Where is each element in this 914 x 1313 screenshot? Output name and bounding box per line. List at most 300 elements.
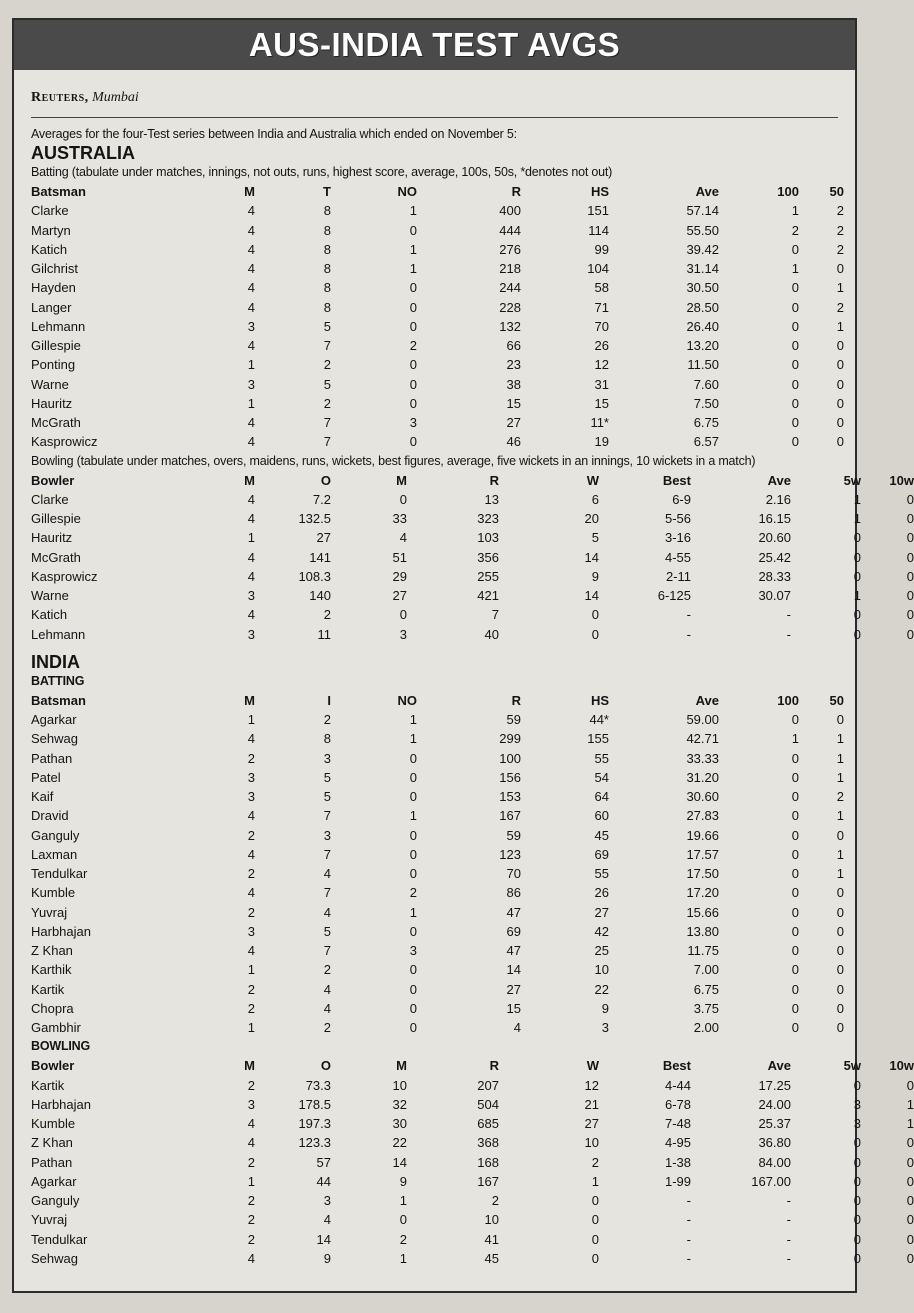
aus-batting-stat-cell: 0 — [836, 338, 844, 353]
ind-bowling-stat-cell: 10 — [584, 1135, 599, 1151]
aus-batting-header-cell: 50 — [829, 184, 844, 199]
aus-bowling-stat-cell: 4 — [247, 607, 255, 623]
australia-heading: AUSTRALIA — [31, 143, 135, 163]
ind-bowling-header-cell: 5w — [843, 1058, 861, 1074]
aus-bowling-player-name: McGrath — [31, 549, 81, 565]
aus-batting-stat-cell: 8 — [323, 280, 331, 296]
ind-batting-stat-cell: 1 — [247, 962, 255, 978]
ind-bowling-player-name: Tendulkar — [31, 1231, 88, 1247]
ind-batting-stat-cell: 0 — [409, 769, 417, 785]
ind-batting-player-name: Z Khan — [31, 943, 73, 958]
aus-batting-stat-cell: 4 — [247, 299, 255, 315]
aus-bowling-stat-cell: 255 — [477, 568, 499, 584]
ind-bowling-stat-cell: 0 — [591, 1193, 599, 1208]
ind-bowling-stat-cell: 197.3 — [298, 1116, 331, 1131]
aus-bowling-stat-cell: 0 — [906, 568, 914, 584]
ind-batting-player-name: Laxman — [31, 846, 78, 862]
ind-batting-stat-cell: 2 — [409, 885, 417, 901]
ind-bowling-stat-cell: 1 — [399, 1193, 407, 1208]
aus-bowling-stat-cell: - — [686, 607, 691, 623]
aus-bowling-row — [31, 548, 914, 567]
aus-batting-stat-cell: 3 — [247, 318, 255, 334]
ind-batting-stat-cell: 2 — [247, 904, 255, 920]
aus-batting-stat-cell: 0 — [836, 434, 844, 450]
aus-bowling-stat-cell: 1 — [853, 491, 861, 507]
aus-bowling-stat-cell: 0 — [906, 607, 914, 623]
india-bowling-table — [31, 1056, 914, 1268]
ind-batting-stat-cell: 44* — [589, 712, 609, 727]
ind-batting-player-name: Tendulkar — [31, 866, 88, 881]
aus-batting-player-name: Martyn — [31, 222, 71, 238]
aus-bowling-stat-cell: 0 — [906, 530, 914, 546]
aus-bowling-player-name: Hauritz — [31, 530, 73, 546]
ind-batting-player-name: Harbhajan — [31, 923, 91, 939]
ind-bowling-stat-cell: 3 — [853, 1116, 861, 1131]
ind-batting-player-name: Karthik — [31, 962, 72, 978]
ind-bowling-stat-cell: 10 — [484, 1212, 499, 1228]
aus-batting-stat-cell: 0 — [836, 357, 844, 373]
ind-bowling-stat-cell: 27 — [584, 1116, 599, 1131]
aus-batting-stat-cell: 19 — [594, 434, 609, 450]
ind-bowling-row — [31, 1076, 914, 1095]
ind-bowling-stat-cell: 12 — [584, 1077, 599, 1093]
aus-batting-row — [31, 432, 844, 451]
aus-batting-stat-cell: 2 — [836, 203, 844, 219]
aus-bowling-row — [31, 625, 914, 644]
ind-batting-stat-cell: 2 — [247, 981, 255, 997]
aus-batting-stat-cell: 7 — [323, 434, 331, 450]
aus-bowling-player-name: Katich — [31, 607, 68, 623]
ind-batting-row — [31, 787, 844, 806]
ind-bowling-stat-cell: 3 — [247, 1096, 255, 1112]
aus-batting-player-name: McGrath — [31, 415, 81, 430]
ind-batting-row — [31, 999, 844, 1018]
ind-bowling-stat-cell: 0 — [906, 1250, 914, 1266]
ind-bowling-header-cell: O — [320, 1058, 331, 1074]
ind-bowling-stat-cell: 30 — [392, 1116, 407, 1131]
ind-bowling-stat-cell: 368 — [477, 1135, 499, 1151]
aus-bowling-stat-cell: 0 — [906, 511, 914, 526]
ind-bowling-stat-cell: 0 — [853, 1250, 861, 1266]
aus-batting-stat-cell: 1 — [409, 203, 417, 219]
ind-batting-stat-cell: 299 — [499, 731, 521, 747]
ind-batting-stat-cell: 70 — [506, 866, 521, 881]
ind-batting-stat-cell: 42.71 — [686, 731, 719, 747]
aus-batting-stat-cell: 27 — [506, 415, 521, 430]
ind-bowling-header-cell: Best — [662, 1058, 691, 1074]
aus-bowling-stat-cell: 0 — [906, 491, 914, 507]
aus-batting-row — [31, 298, 844, 317]
ind-batting-stat-cell: 3 — [409, 943, 417, 958]
ind-bowling-stat-cell: 0 — [853, 1154, 861, 1170]
ind-bowling-stat-cell: 14 — [316, 1231, 331, 1247]
ind-bowling-stat-cell: 2 — [399, 1231, 407, 1247]
ind-batting-player-name: Pathan — [31, 750, 73, 766]
ind-batting-stat-cell: 0 — [791, 750, 799, 766]
aus-batting-stat-cell: 0 — [409, 280, 417, 296]
ind-bowling-player-name: Yuvraj — [31, 1212, 68, 1228]
ind-batting-stat-cell: 0 — [836, 1020, 844, 1035]
ind-batting-stat-cell: 2 — [836, 789, 844, 804]
ind-bowling-stat-cell: 167.00 — [751, 1173, 791, 1189]
ind-bowling-stat-cell: - — [786, 1193, 791, 1208]
ind-batting-stat-cell: 22 — [594, 981, 609, 997]
aus-bowling-stat-cell: 11 — [317, 626, 331, 642]
ind-batting-player-name: Sehwag — [31, 731, 78, 747]
aus-bowling-stat-cell: 6-125 — [657, 588, 691, 603]
ind-bowling-stat-cell: 1 — [399, 1250, 407, 1266]
aus-batting-stat-cell: 6.57 — [693, 434, 719, 450]
ind-bowling-row — [31, 1191, 914, 1210]
ind-bowling-stat-cell: 6-78 — [664, 1096, 691, 1112]
aus-batting-stat-cell: 104 — [587, 261, 609, 276]
aus-bowling-stat-cell: 6 — [591, 491, 599, 507]
intro-text: Averages for the four-Test series between India and Australia which ended on November 5: — [31, 127, 517, 141]
ind-bowling-stat-cell: 3 — [853, 1096, 861, 1112]
ind-batting-stat-cell: 0 — [791, 885, 799, 901]
ind-batting-stat-cell: 3 — [247, 923, 255, 939]
aus-batting-stat-cell: 0 — [791, 415, 799, 430]
aus-bowling-stat-cell: 103 — [477, 530, 499, 546]
ind-bowling-stat-cell: 4-95 — [664, 1135, 691, 1151]
aus-batting-stat-cell: 218 — [499, 261, 521, 276]
aus-bowling-stat-cell: 14 — [584, 549, 599, 565]
ind-batting-stat-cell: 1 — [836, 846, 844, 862]
ind-bowling-stat-cell: 22 — [392, 1135, 407, 1151]
aus-bowling-stat-cell: 140 — [309, 588, 331, 603]
aus-batting-stat-cell: 132 — [499, 318, 521, 334]
aus-bowling-stat-cell: 33 — [392, 511, 407, 526]
ind-bowling-player-name: Harbhajan — [31, 1096, 91, 1112]
ind-batting-stat-cell: 7 — [323, 846, 331, 862]
aus-batting-stat-cell: 0 — [791, 376, 799, 392]
aus-batting-stat-cell: 4 — [247, 434, 255, 450]
aus-bowling-row — [31, 586, 914, 605]
ind-batting-player-name: Kumble — [31, 885, 76, 901]
ind-batting-row — [31, 941, 844, 960]
aus-bowling-stat-cell: 0 — [591, 626, 599, 642]
aus-bowling-stat-cell: 9 — [591, 568, 599, 584]
ind-batting-stat-cell: 45 — [594, 827, 609, 843]
aus-bowling-player-name: Gillespie — [31, 511, 81, 526]
ind-bowling-stat-cell: 4 — [247, 1116, 255, 1131]
aus-batting-stat-cell: 1 — [409, 261, 417, 276]
aus-batting-row — [31, 240, 844, 259]
ind-batting-stat-cell: 30.60 — [686, 789, 719, 804]
aus-bowling-stat-cell: 5 — [591, 530, 599, 546]
ind-bowling-stat-cell: 2 — [247, 1212, 255, 1228]
aus-batting-header-cell: Batsman — [31, 184, 86, 199]
ind-bowling-stat-cell: 73.3 — [305, 1077, 331, 1093]
ind-bowling-row — [31, 1133, 914, 1152]
ind-batting-stat-cell: 2 — [323, 962, 331, 978]
ind-batting-stat-cell: 33.33 — [686, 750, 719, 766]
aus-batting-stat-cell: 12 — [594, 357, 609, 373]
ind-batting-stat-cell: 26 — [594, 885, 609, 901]
ind-bowling-stat-cell: 44 — [316, 1173, 331, 1189]
aus-bowling-stat-cell: 27 — [392, 588, 407, 603]
aus-batting-stat-cell: 400 — [499, 203, 521, 219]
ind-batting-stat-cell: 1 — [836, 866, 844, 881]
aus-batting-stat-cell: 0 — [791, 318, 799, 334]
aus-batting-player-name: Hauritz — [31, 395, 73, 411]
ind-bowling-stat-cell: 0 — [853, 1135, 861, 1151]
ind-batting-stat-cell: 0 — [791, 846, 799, 862]
byline — [31, 90, 855, 109]
ind-batting-stat-cell: 1 — [409, 712, 417, 727]
aus-batting-stat-cell: 1 — [247, 357, 255, 373]
aus-bowling-stat-cell: - — [786, 626, 791, 642]
ind-batting-stat-cell: 4 — [323, 904, 331, 920]
ind-bowling-player-name: Kartik — [31, 1077, 65, 1093]
aus-batting-stat-cell: 58 — [594, 280, 609, 296]
aus-batting-stat-cell: 1 — [836, 280, 844, 296]
ind-batting-stat-cell: 15.66 — [686, 904, 719, 920]
ind-bowling-stat-cell: 207 — [477, 1077, 499, 1093]
ind-batting-stat-cell: 3 — [247, 789, 255, 804]
ind-bowling-stat-cell: 0 — [399, 1212, 407, 1228]
ind-batting-stat-cell: 3 — [601, 1020, 609, 1035]
ind-batting-player-name: Dravid — [31, 808, 69, 824]
ind-bowling-stat-cell: 685 — [477, 1116, 499, 1131]
aus-batting-player-name: Gilchrist — [31, 261, 78, 276]
ind-bowling-stat-cell: - — [786, 1250, 791, 1266]
ind-bowling-stat-cell: - — [786, 1231, 791, 1247]
aus-batting-stat-cell: 70 — [594, 318, 609, 334]
aus-batting-player-name: Ponting — [31, 357, 76, 373]
ind-batting-row — [31, 883, 844, 902]
aus-batting-stat-cell: 244 — [499, 280, 521, 296]
ind-batting-stat-cell: 0 — [409, 1000, 417, 1016]
ind-batting-stat-cell: 1 — [836, 808, 844, 824]
section-spacer — [31, 644, 838, 652]
aus-batting-player-name: Lehmann — [31, 318, 86, 334]
ind-batting-header-cell: 100 — [777, 692, 799, 708]
aus-batting-stat-cell: 4 — [247, 222, 255, 238]
aus-bowling-header-cell: O — [320, 472, 331, 488]
ind-batting-stat-cell: 2.00 — [693, 1020, 719, 1035]
ind-bowling-stat-cell: 17.25 — [758, 1077, 791, 1093]
aus-bowling-stat-cell: - — [786, 607, 791, 623]
ind-batting-row — [31, 806, 844, 825]
aus-bowling-stat-cell: 4 — [399, 530, 407, 546]
aus-bowling-stat-cell: 0 — [853, 626, 861, 642]
aus-batting-row — [31, 375, 844, 394]
australia-batting-table — [31, 182, 844, 452]
ind-batting-stat-cell: 4 — [247, 808, 255, 824]
aus-batting-stat-cell: 26 — [594, 338, 609, 353]
ind-bowling-stat-cell: 1 — [906, 1116, 914, 1131]
ind-batting-stat-cell: 17.20 — [686, 885, 719, 901]
ind-batting-stat-cell: 31.20 — [686, 769, 719, 785]
aus-batting-header-cell: HS — [590, 184, 609, 199]
ind-bowling-header-cell: W — [586, 1058, 599, 1074]
aus-batting-stat-cell: 4 — [247, 280, 255, 296]
ind-batting-stat-cell: 19.66 — [686, 827, 719, 843]
aus-batting-row — [31, 201, 844, 220]
ind-batting-stat-cell: 0 — [409, 962, 417, 978]
ind-batting-stat-cell: 1 — [247, 1020, 255, 1035]
aus-batting-stat-cell: 4 — [247, 241, 255, 257]
ind-bowling-stat-cell: 0 — [591, 1231, 599, 1247]
aus-bowling-stat-cell: 0 — [853, 549, 861, 565]
aus-bowling-stat-cell: 20 — [584, 511, 599, 526]
ind-batting-row — [31, 826, 844, 845]
aus-batting-row — [31, 278, 844, 297]
aus-batting-stat-cell: 23 — [506, 357, 521, 373]
ind-batting-stat-cell: 0 — [409, 846, 417, 862]
ind-batting-stat-cell: 59 — [506, 827, 521, 843]
ind-batting-stat-cell: 0 — [836, 943, 844, 958]
aus-bowling-stat-cell: 51 — [392, 549, 407, 565]
ind-batting-stat-cell: 3 — [323, 827, 331, 843]
aus-batting-stat-cell: 1 — [247, 395, 255, 411]
ind-bowling-header-cell: 10w — [889, 1058, 914, 1074]
aus-batting-row — [31, 336, 844, 355]
ind-batting-stat-cell: 7 — [323, 885, 331, 901]
aus-batting-stat-cell: 4 — [247, 415, 255, 430]
ind-batting-stat-cell: 0 — [409, 789, 417, 804]
ind-bowling-stat-cell: 0 — [906, 1212, 914, 1228]
ind-batting-row — [31, 749, 844, 768]
ind-batting-stat-cell: 27 — [506, 981, 521, 997]
ind-batting-stat-cell: 27 — [594, 904, 609, 920]
ind-batting-stat-cell: 1 — [791, 731, 799, 747]
ind-batting-stat-cell: 3 — [323, 750, 331, 766]
aus-batting-row — [31, 355, 844, 374]
ind-bowling-stat-cell: 2 — [591, 1154, 599, 1170]
ind-batting-stat-cell: 47 — [506, 943, 521, 958]
ind-batting-player-name: Kartik — [31, 981, 65, 997]
ind-bowling-stat-cell: - — [686, 1250, 691, 1266]
aus-batting-player-name: Kasprowicz — [31, 434, 98, 450]
aus-batting-stat-cell: 6.75 — [693, 415, 719, 430]
aus-batting-stat-cell: 57.14 — [686, 203, 719, 219]
ind-bowling-stat-cell: 0 — [906, 1193, 914, 1208]
aus-batting-stat-cell: 2 — [836, 299, 844, 315]
ind-batting-stat-cell: 2 — [247, 1000, 255, 1016]
aus-batting-stat-cell: 26.40 — [686, 318, 719, 334]
ind-batting-stat-cell: 0 — [409, 866, 417, 881]
ind-batting-stat-cell: 55 — [594, 866, 609, 881]
ind-batting-stat-cell: 55 — [594, 750, 609, 766]
aus-batting-stat-cell: 0 — [791, 357, 799, 373]
ind-batting-stat-cell: 4 — [247, 731, 255, 747]
aus-batting-stat-cell: 8 — [323, 299, 331, 315]
aus-bowling-row — [31, 528, 914, 547]
ind-batting-stat-cell: 0 — [791, 712, 799, 727]
aus-bowling-row — [31, 509, 914, 528]
ind-bowling-row — [31, 1230, 914, 1249]
ind-bowling-stat-cell: 1 — [906, 1096, 914, 1112]
ind-batting-stat-cell: 4 — [323, 981, 331, 997]
ind-batting-stat-cell: 1 — [836, 731, 844, 747]
aus-batting-stat-cell: 7 — [323, 415, 331, 430]
ind-batting-stat-cell: 17.57 — [686, 846, 719, 862]
ind-bowling-row — [31, 1153, 914, 1172]
ind-bowling-player-name: Z Khan — [31, 1135, 73, 1151]
aus-batting-stat-cell: 2 — [323, 395, 331, 411]
ind-batting-stat-cell: 4 — [323, 866, 331, 881]
aus-bowling-stat-cell: 25.42 — [758, 549, 791, 565]
ind-bowling-player-name: Agarkar — [31, 1173, 77, 1189]
ind-batting-stat-cell: 2 — [247, 750, 255, 766]
ind-bowling-row — [31, 1172, 914, 1191]
aus-batting-stat-cell: 2 — [791, 222, 799, 238]
byline-location: Mumbai — [92, 90, 139, 105]
ind-batting-stat-cell: 8 — [323, 731, 331, 747]
ind-batting-stat-cell: 0 — [836, 827, 844, 843]
ind-batting-stat-cell: 4 — [247, 846, 255, 862]
ind-batting-player-name: Kaif — [31, 789, 54, 804]
aus-batting-row — [31, 413, 844, 432]
ind-bowling-stat-cell: 0 — [906, 1135, 914, 1151]
ind-bowling-stat-cell: 0 — [906, 1231, 914, 1247]
ind-bowling-stat-cell: 14 — [392, 1154, 407, 1170]
ind-batting-stat-cell: 11.75 — [687, 943, 719, 958]
ind-batting-header-cell: 50 — [829, 692, 844, 708]
ind-batting-row — [31, 845, 844, 864]
ind-batting-row — [31, 710, 844, 729]
ind-bowling-stat-cell: 45 — [484, 1250, 499, 1266]
aus-bowling-header-cell: W — [586, 472, 599, 488]
ind-batting-stat-cell: 1 — [836, 750, 844, 766]
ind-bowling-stat-cell: 0 — [853, 1173, 861, 1189]
aus-bowling-stat-cell: 0 — [399, 607, 407, 623]
aus-bowling-stat-cell: 132.5 — [298, 511, 331, 526]
aus-batting-stat-cell: 55.50 — [686, 222, 719, 238]
aus-bowling-header-cell: R — [489, 472, 499, 488]
aus-batting-stat-cell: 7.50 — [693, 395, 719, 411]
aus-batting-player-name: Gillespie — [31, 338, 81, 353]
aus-batting-stat-cell: 71 — [594, 299, 609, 315]
aus-bowling-stat-cell: 0 — [906, 626, 914, 642]
aus-batting-stat-cell: 0 — [409, 222, 417, 238]
aus-batting-stat-cell: 0 — [836, 395, 844, 411]
ind-batting-stat-cell: 5 — [323, 769, 331, 785]
ind-batting-stat-cell: 4 — [247, 885, 255, 901]
ind-bowling-stat-cell: 4 — [247, 1135, 255, 1151]
ind-batting-stat-cell: 4 — [323, 1000, 331, 1016]
ind-batting-header-cell: M — [244, 692, 255, 708]
aus-batting-stat-cell: 444 — [499, 222, 521, 238]
aus-bowling-stat-cell: 2-11 — [665, 568, 691, 584]
aus-batting-header-cell: T — [323, 184, 331, 199]
ind-batting-stat-cell: 155 — [587, 731, 609, 747]
aus-batting-stat-cell: 0 — [409, 357, 417, 373]
aus-bowling-header-cell: Bowler — [31, 472, 75, 488]
ind-batting-stat-cell: 0 — [836, 923, 844, 939]
aus-batting-stat-cell: 31.14 — [686, 261, 719, 276]
ind-bowling-header-row — [31, 1056, 914, 1075]
ind-batting-stat-cell: 0 — [836, 712, 844, 727]
aus-batting-stat-cell: 8 — [323, 241, 331, 257]
ind-batting-stat-cell: 0 — [409, 1020, 417, 1035]
ind-batting-stat-cell: 4 — [247, 943, 255, 958]
aus-batting-player-name: Langer — [31, 299, 72, 315]
aus-bowling-stat-cell: 20.60 — [758, 530, 791, 546]
aus-bowling-stat-cell: 5-56 — [664, 511, 691, 526]
ind-batting-stat-cell: 0 — [791, 1000, 799, 1016]
aus-bowling-stat-cell: 323 — [477, 511, 499, 526]
ind-bowling-stat-cell: 2 — [247, 1077, 255, 1093]
aus-batting-player-name: Katich — [31, 241, 68, 257]
ind-batting-stat-cell: 5 — [323, 789, 331, 804]
ind-bowling-stat-cell: 2 — [247, 1193, 255, 1208]
aus-batting-stat-cell: 1 — [791, 203, 799, 219]
ind-batting-row — [31, 1018, 844, 1037]
aus-batting-stat-cell: 3 — [409, 415, 417, 430]
